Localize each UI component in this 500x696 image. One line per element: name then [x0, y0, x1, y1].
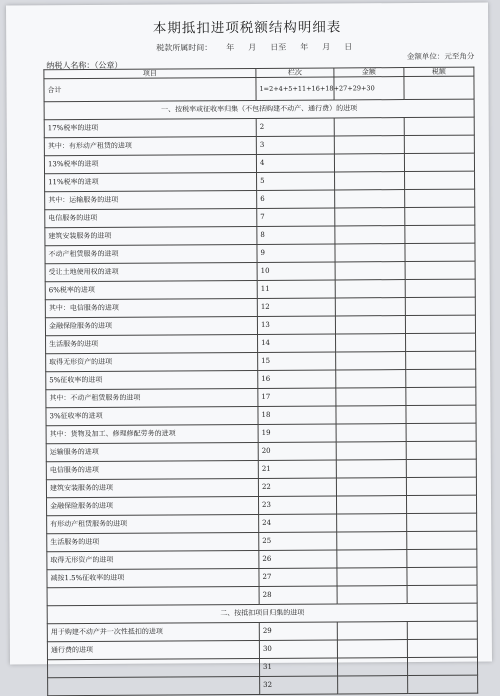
table-row — [48, 675, 478, 696]
amount-cell[interactable] — [336, 424, 406, 442]
row-number: 22 — [258, 478, 336, 496]
tax-cell[interactable] — [406, 495, 476, 513]
row-number: 5 — [257, 172, 335, 190]
amount-cell[interactable] — [335, 316, 405, 334]
tax-cell[interactable] — [406, 459, 476, 477]
tax-cell[interactable] — [406, 333, 476, 351]
total-formula: 1=2+4+5+11+16+18+27+29+30 — [256, 77, 334, 100]
row-item-label: 取得无形资产的进项 — [47, 550, 259, 569]
amount-cell[interactable] — [335, 172, 405, 190]
row-number: 21 — [258, 460, 336, 478]
row-item-label: 减按1.5%征收率的进项 — [47, 568, 259, 587]
row-number: 7 — [257, 208, 335, 226]
amount-cell[interactable] — [335, 244, 405, 262]
tax-cell[interactable] — [407, 639, 477, 657]
amount-cell[interactable] — [337, 568, 407, 586]
tax-cell[interactable] — [406, 369, 476, 387]
row-number: 31 — [259, 658, 337, 676]
amount-cell[interactable] — [336, 370, 406, 388]
row-number: 18 — [258, 406, 336, 424]
period-year: 年 — [226, 43, 235, 53]
amount-cell[interactable] — [335, 190, 405, 208]
header-item: 项目 — [44, 68, 256, 78]
tax-cell[interactable] — [405, 171, 475, 189]
amount-cell[interactable] — [337, 640, 407, 658]
row-item-label: 生活服务的进项 — [46, 334, 258, 353]
row-number: 6 — [257, 190, 335, 208]
amount-cell[interactable] — [335, 280, 405, 298]
row-item-label: 6%税率的进项 — [45, 280, 257, 299]
header-tax: 税额 — [404, 67, 474, 76]
section-2-heading: 二、按抵扣项目归集的进项 — [47, 603, 477, 624]
amount-cell[interactable] — [335, 208, 405, 226]
amount-cell[interactable] — [337, 622, 407, 640]
period-year2: 年 — [300, 42, 309, 52]
tax-cell[interactable] — [405, 207, 475, 225]
tax-cell[interactable] — [406, 351, 476, 369]
row-number: 8 — [257, 226, 335, 244]
header-num: 栏次 — [256, 68, 334, 77]
row-item-label: 其中：不动产租赁服务的进项 — [46, 388, 258, 407]
amount-cell[interactable] — [336, 442, 406, 460]
row-number: 24 — [259, 514, 337, 532]
tax-cell[interactable] — [405, 315, 475, 333]
row-item-label: 11%税率的进项 — [45, 172, 257, 191]
tax-cell[interactable] — [406, 441, 476, 459]
row-item-label: 其中：电信服务的进项 — [45, 298, 257, 317]
row-number: 15 — [258, 352, 336, 370]
amount-unit: 金额单位：元至角分 — [406, 51, 475, 62]
amount-cell[interactable] — [336, 406, 406, 424]
tax-cell[interactable] — [406, 423, 476, 441]
tax-period — [156, 41, 366, 53]
tax-period-label: 税款所属时间： — [156, 43, 213, 53]
period-day2: 日 — [344, 42, 353, 52]
tax-cell[interactable] — [408, 675, 478, 693]
tax-cell[interactable] — [405, 189, 475, 207]
tax-structure-table — [43, 67, 478, 696]
amount-cell[interactable] — [336, 334, 406, 352]
row-number: 26 — [259, 550, 337, 568]
tax-cell[interactable] — [407, 531, 477, 549]
tax-cell[interactable] — [407, 657, 477, 675]
row-item-label: 电信服务的进项 — [45, 208, 257, 227]
taxpayer-name-label: 纳税人名称：（公章） — [46, 60, 123, 71]
total-row — [44, 76, 474, 102]
row-number: 27 — [259, 568, 337, 586]
row-number: 13 — [257, 316, 335, 334]
row-number: 16 — [258, 370, 336, 388]
row-item-label — [47, 586, 259, 605]
row-item-label: 生活服务的进项 — [47, 532, 259, 551]
row-item-label: 17%税率的进项 — [44, 118, 256, 137]
tax-cell[interactable] — [405, 279, 475, 297]
row-item-label: 运输服务的进项 — [46, 442, 258, 461]
row-number: 10 — [257, 262, 335, 280]
row-number: 23 — [258, 496, 336, 514]
row-number: 20 — [258, 442, 336, 460]
amount-cell[interactable] — [336, 496, 406, 514]
row-item-label: 建筑安装服务的进项 — [45, 226, 257, 245]
tax-cell[interactable] — [405, 225, 475, 243]
row-number: 17 — [258, 388, 336, 406]
tax-cell[interactable] — [405, 261, 475, 279]
tax-cell[interactable] — [404, 117, 474, 135]
amount-cell[interactable] — [335, 298, 405, 316]
amount-cell[interactable] — [337, 514, 407, 532]
row-item-label: 受让土地使用权的进项 — [45, 262, 257, 281]
row-item-label: 取得无形资产的进项 — [46, 352, 258, 371]
tax-cell[interactable] — [407, 567, 477, 585]
period-month: 月 — [248, 42, 257, 52]
period-month2: 月 — [322, 42, 331, 52]
tax-cell[interactable] — [404, 76, 474, 99]
tax-cell[interactable] — [405, 243, 475, 261]
tax-cell[interactable] — [407, 621, 477, 639]
row-item-label: 其中：有形动产租赁的进项 — [44, 136, 256, 155]
form-sheet — [6, 3, 492, 690]
total-label: 合计 — [44, 77, 256, 101]
row-item-label: 5%征收率的进项 — [46, 370, 258, 389]
row-item-label: 13%税率的进项 — [44, 154, 256, 173]
section-1-heading: 一、按税率或征收率归集（不包括购建不动产、通行费）的进项 — [44, 99, 474, 120]
amount-cell[interactable] — [337, 532, 407, 550]
row-item-label — [48, 676, 260, 695]
tax-cell[interactable] — [406, 477, 476, 495]
row-item-label: 不动产租赁服务的进项 — [45, 244, 257, 263]
row-number: 11 — [257, 280, 335, 298]
row-item-label: 其中：运输服务的进项 — [45, 190, 257, 209]
header-amount: 金额 — [334, 68, 404, 77]
amount-cell[interactable] — [337, 586, 407, 604]
amount-cell[interactable] — [335, 226, 405, 244]
row-number: 32 — [260, 676, 338, 694]
row-number: 25 — [259, 532, 337, 550]
row-number: 28 — [259, 586, 337, 604]
tax-cell[interactable] — [407, 549, 477, 567]
amount-cell[interactable] — [337, 658, 407, 676]
row-item-label: 通行费的进项 — [47, 640, 259, 659]
tax-cell[interactable] — [405, 297, 475, 315]
row-item-label: 金融保险服务的进项 — [45, 316, 257, 335]
row-number: 14 — [258, 334, 336, 352]
tax-cell[interactable] — [406, 405, 476, 423]
row-item-label — [47, 658, 259, 677]
row-number: 4 — [256, 154, 334, 172]
row-number: 3 — [256, 136, 334, 154]
row-number: 12 — [257, 298, 335, 316]
row-item-label: 用于购建不动产并一次性抵扣的进项 — [47, 622, 259, 641]
amount-cell[interactable] — [337, 550, 407, 568]
amount-cell[interactable] — [334, 118, 404, 136]
amount-cell[interactable] — [336, 478, 406, 496]
row-item-label: 金融保险服务的进项 — [46, 496, 258, 515]
tax-cell[interactable] — [404, 135, 474, 153]
row-item-label: 建筑安装服务的进项 — [46, 478, 258, 497]
row-number: 9 — [257, 244, 335, 262]
row-item-label: 电信服务的进项 — [46, 460, 258, 479]
row-item-label: 其中：货物及加工、修理修配劳务的进项 — [46, 424, 258, 443]
row-number: 2 — [256, 118, 334, 136]
amount-cell[interactable] — [334, 154, 404, 172]
tax-cell[interactable] — [407, 585, 477, 603]
row-number: 19 — [258, 424, 336, 442]
row-number: 29 — [259, 622, 337, 640]
row-item-label: 有形动产租赁服务的进项 — [47, 514, 259, 533]
row-item-label: 3%征收率的进项 — [46, 406, 258, 425]
amount-cell[interactable] — [334, 136, 404, 154]
tax-cell[interactable] — [404, 153, 474, 171]
amount-cell[interactable] — [336, 388, 406, 406]
amount-cell[interactable] — [336, 460, 406, 478]
tax-cell[interactable] — [406, 387, 476, 405]
amount-cell[interactable] — [338, 676, 408, 694]
amount-cell[interactable] — [335, 262, 405, 280]
tax-cell[interactable] — [407, 513, 477, 531]
period-day: 日至 — [270, 42, 287, 52]
form-title: 本期抵扣进项税额结构明细表 — [152, 19, 342, 37]
row-number: 30 — [259, 640, 337, 658]
amount-cell[interactable] — [336, 352, 406, 370]
